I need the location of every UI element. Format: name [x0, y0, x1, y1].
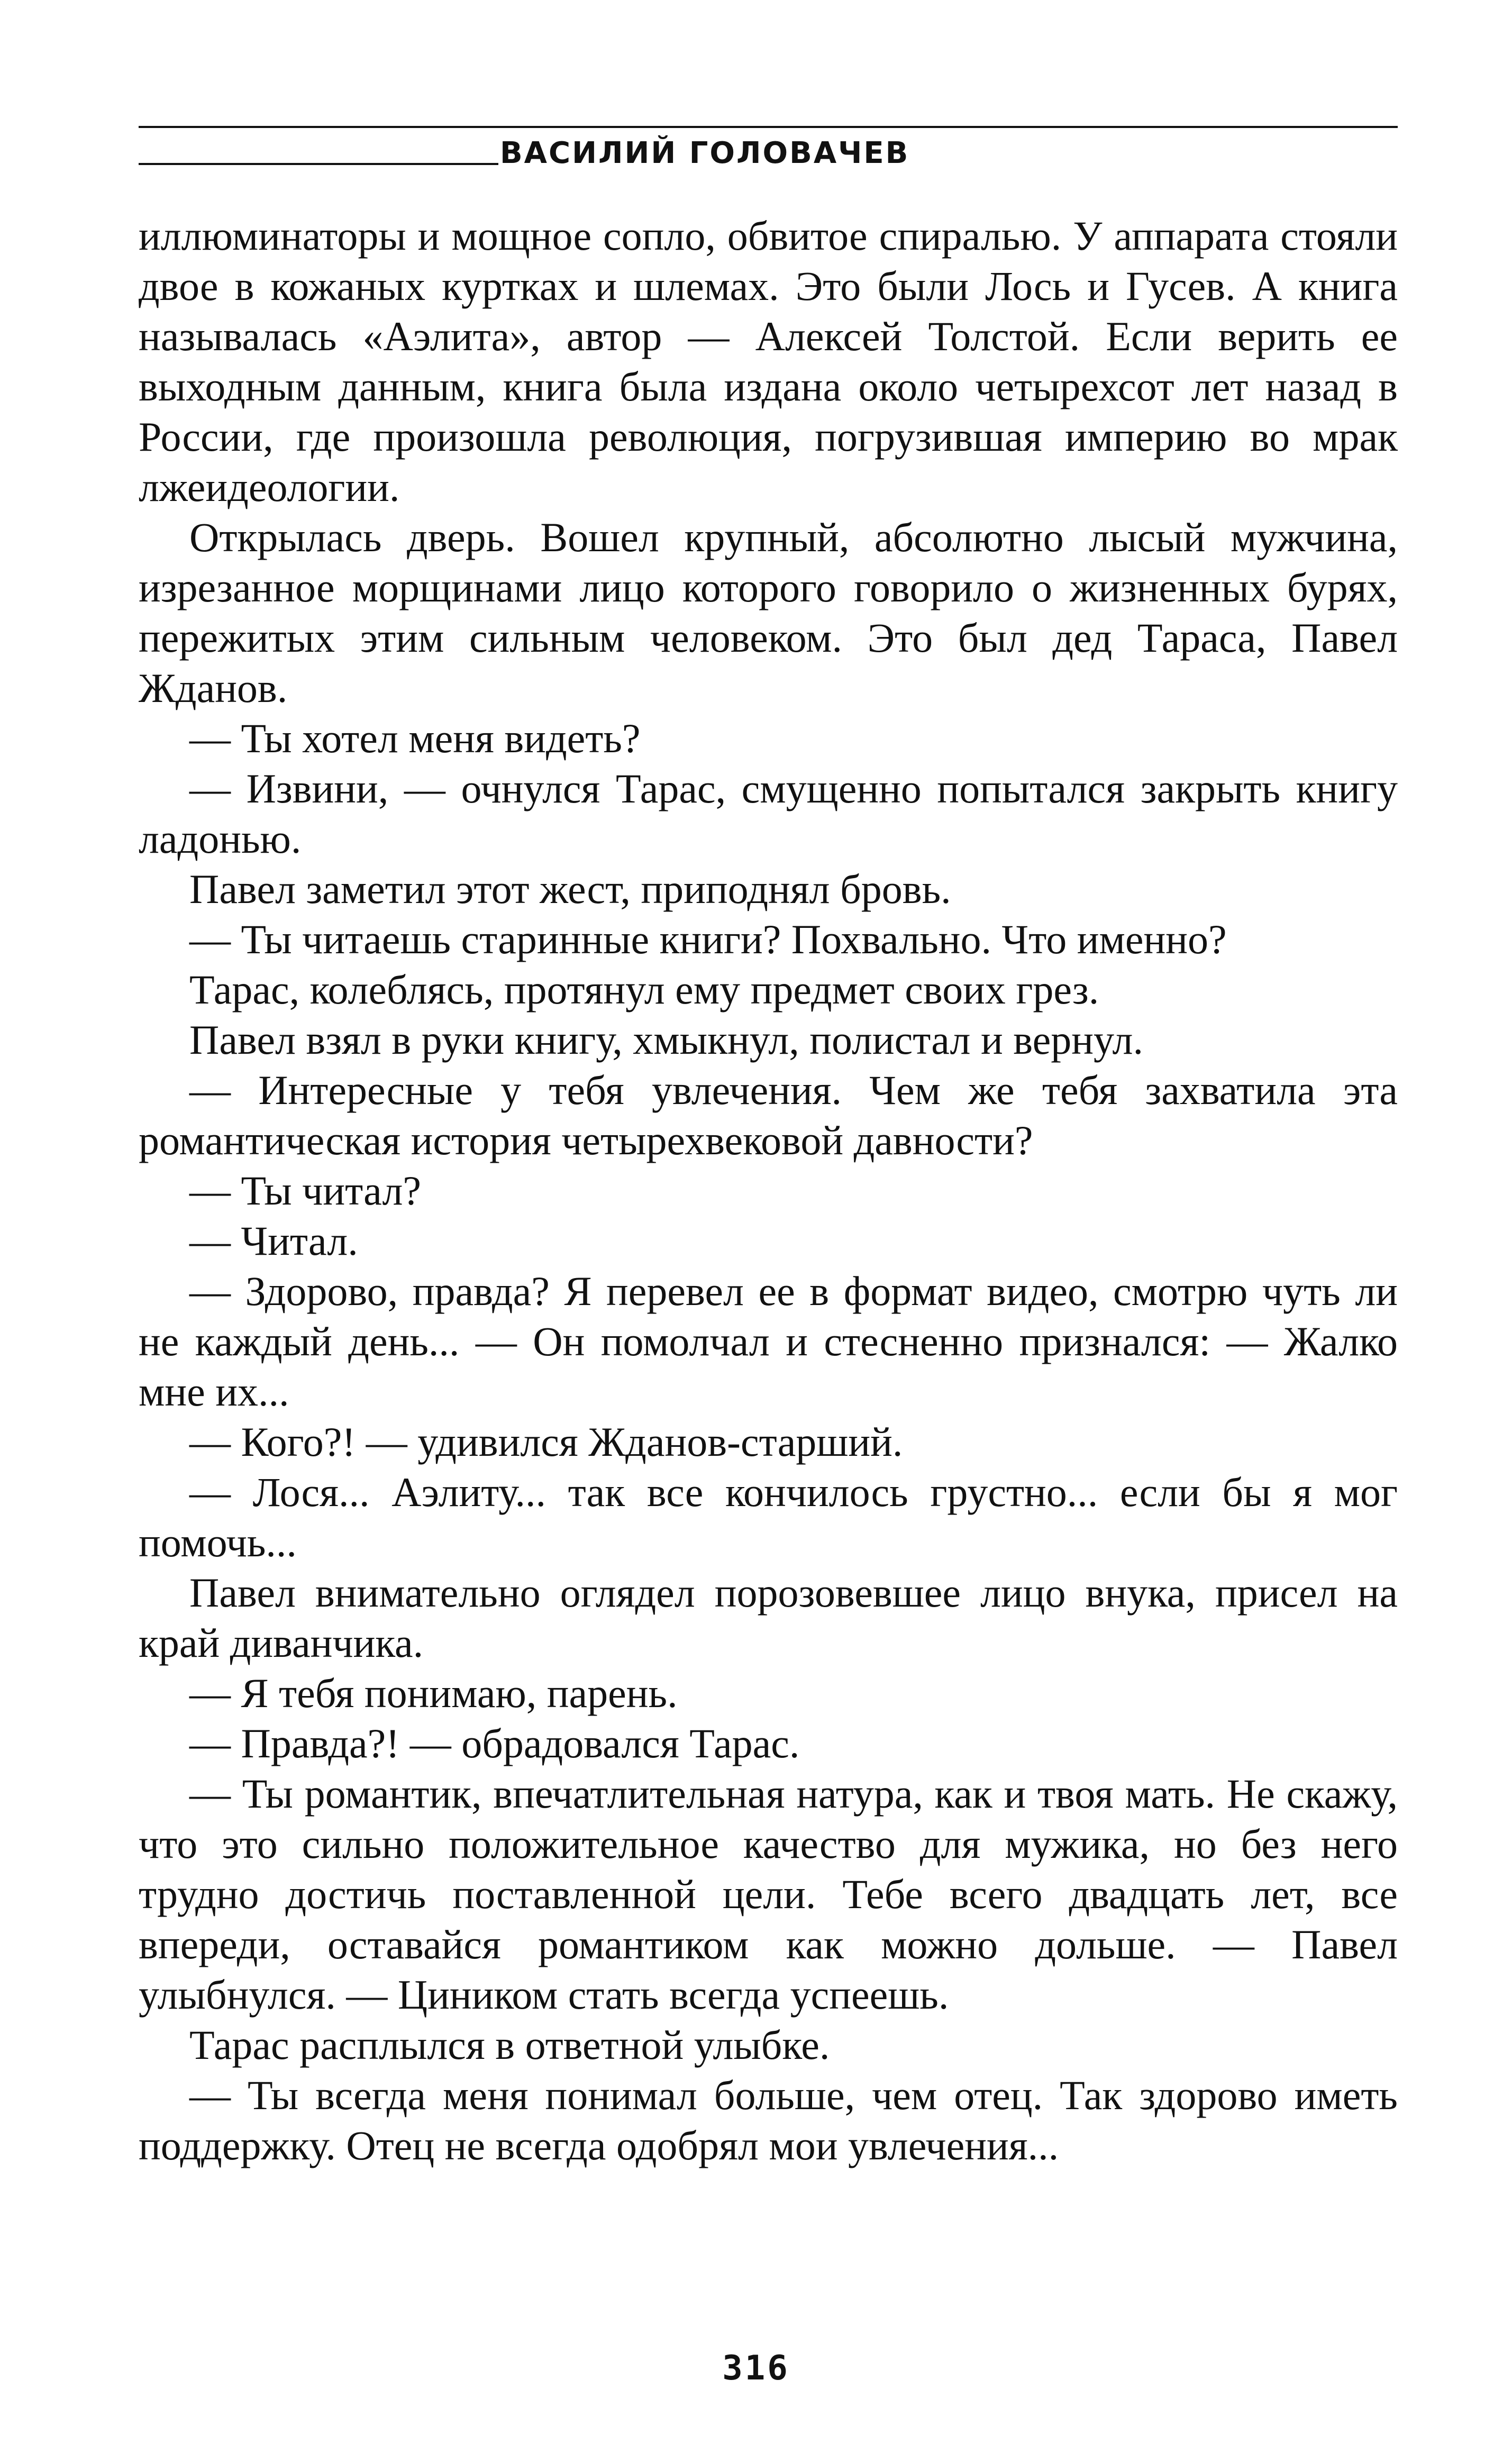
paragraph: Павел взял в руки книгу, хмыкнул, полистал и вернул. [189, 1017, 1143, 1063]
paragraph: — Ты всегда меня понимал больше, чем отец. Так здорово иметь поддержку. Отец не всегда одобрял мои увлечения... [139, 2072, 1398, 2168]
running-head: ВАСИЛИЙ ГОЛОВАЧЕВ [500, 136, 910, 170]
paragraph: — Ты читал? [189, 1168, 422, 1214]
body-text [139, 211, 1398, 2171]
paragraph: — Здорово, правда? Я перевел ее в формат видео, смотрю чуть ли не каждый день... — Он помолчал и стесненно признался: — Жалко мне их... [139, 1268, 1398, 1415]
paragraph: Тарас расплылся в ответной улыбке. [189, 2022, 830, 2068]
paragraph: Павел заметил этот жест, приподнял бровь. [189, 866, 951, 912]
paragraph: иллюминаторы и мощное сопло, обвитое спиралью. У аппарата стояли двое в кожаных куртках и шлемах. Это были Лось и Гусев. А книга называлась «Аэлита», автор — Алексей Толстой. Если верить ее выходным данным, книга была издана около четырехсот лет назад в России, где произошла революция, погрузившая империю во мрак лжеидеологии. [139, 213, 1398, 510]
paragraph: Тарас, колеблясь, протянул ему предмет своих грез. [189, 966, 1099, 1013]
paragraph: Павел внимательно оглядел порозовевшее лицо внука, присел на край диванчика. [139, 1570, 1398, 1666]
paragraph: — Интересные у тебя увлечения. Чем же тебя захватила эта романтическая история четырехвековой давности? [139, 1067, 1398, 1163]
paragraph: — Кого?! — удивился Жданов-старший. [189, 1419, 903, 1465]
paragraph: — Ты читаешь старинные книги? Похвально. Что именно? [189, 916, 1227, 962]
header-top-rule [139, 126, 1398, 128]
paragraph: — Извини, — очнулся Тарас, смущенно попытался закрыть книгу ладонью. [139, 765, 1398, 862]
paragraph: — Лося... Аэлиту... так все кончилось грустно... если бы я мог помочь... [139, 1469, 1398, 1565]
paragraph: — Правда?! — обрадовался Тарас. [189, 1720, 800, 1766]
paragraph: — Ты романтик, впечатлительная натура, как и твоя мать. Не скажу, что это сильно положительное качество для мужика, но без него трудно достичь поставленной цели. Тебе всего двадцать лет, все впереди, оставайся романтиком как можно дольше. — Павел улыбнулся. — Циником стать всегда успеешь. [139, 1771, 1398, 2018]
paragraph: — Я тебя понимаю, парень. [189, 1670, 678, 1716]
header-leader-line [139, 163, 498, 165]
page-number: 316 [722, 2349, 790, 2388]
paragraph: — Ты хотел меня видеть? [189, 715, 641, 761]
paragraph: — Читал. [189, 1218, 358, 1264]
paragraph: Открылась дверь. Вошел крупный, абсолютно лысый мужчина, изрезанное морщинами лицо которого говорило о жизненных бурях, пережитых этим сильным человеком. Это был дед Тараса, Павел Жданов. [139, 514, 1398, 711]
